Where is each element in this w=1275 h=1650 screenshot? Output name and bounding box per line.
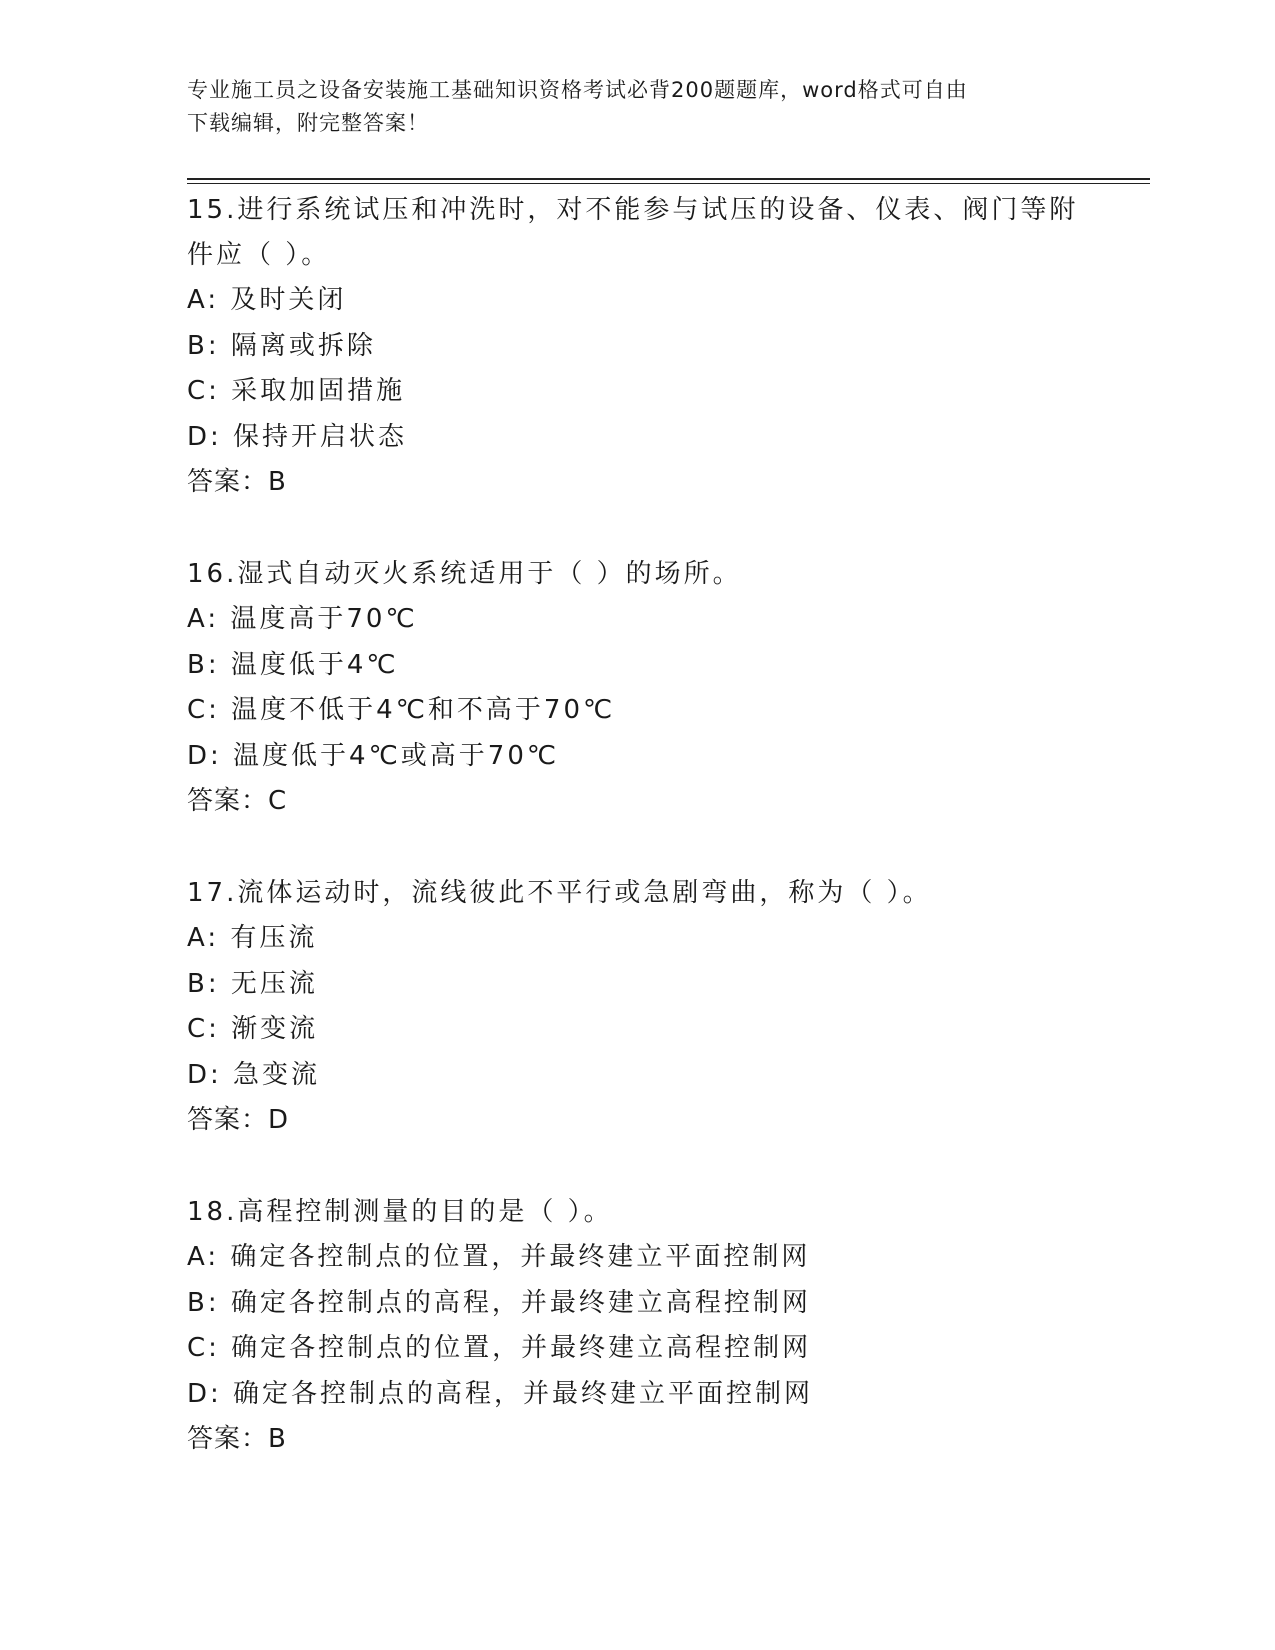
- option-d: D: 急变流: [187, 1059, 321, 1090]
- option-b: B: 隔离或拆除: [187, 330, 376, 361]
- question-stem: 17.流体运动时，流线彼此不平行或急剧弯曲，称为（ ）。: [187, 878, 932, 908]
- option-c: C: 温度不低于4℃和不高于70℃: [187, 695, 616, 725]
- answer: 答案：B: [187, 467, 287, 497]
- option-c: C: 采取加固措施: [187, 376, 406, 406]
- question-15: [187, 188, 1087, 506]
- question-stem: 16.湿式自动灭火系统适用于（ ）的场所。: [187, 559, 742, 589]
- question-18: [187, 1190, 1087, 1463]
- option-d: D: 温度低于4℃或高于70℃: [187, 740, 560, 771]
- option-d: D: 保持开启状态: [187, 421, 408, 452]
- header-divider-thick: [187, 178, 1150, 180]
- answer: 答案：C: [187, 786, 288, 816]
- answer: 答案：D: [187, 1105, 290, 1135]
- document-header: [187, 74, 1087, 140]
- option-b: B: 温度低于4℃: [187, 649, 399, 680]
- question-stem-continued: 件应（ ）。: [187, 240, 331, 270]
- option-a: A: 及时关闭: [187, 285, 347, 315]
- header-line-1: 专业施工员之设备安装施工基础知识资格考试必背200题题库，word格式可自由: [187, 78, 968, 102]
- answer: 答案：B: [187, 1424, 287, 1454]
- option-a: A: 有压流: [187, 923, 318, 953]
- option-c: C: 渐变流: [187, 1014, 319, 1044]
- option-d: D: 确定各控制点的高程，并最终建立平面控制网: [187, 1378, 814, 1409]
- question-stem: 15.进行系统试压和冲洗时，对不能参与试压的设备、仪表、阀门等附: [187, 195, 1079, 225]
- question-stem: 18.高程控制测量的目的是（ ）。: [187, 1197, 613, 1227]
- question-16: [187, 552, 1087, 825]
- header-divider-thin: [187, 183, 1150, 184]
- option-b: B: 无压流: [187, 968, 318, 999]
- header-line-2: 下载编辑，附完整答案！: [187, 111, 429, 135]
- question-17: [187, 871, 1087, 1144]
- option-b: B: 确定各控制点的高程，并最终建立高程控制网: [187, 1287, 811, 1318]
- option-a: A: 确定各控制点的位置，并最终建立平面控制网: [187, 1242, 811, 1272]
- option-a: A: 温度高于70℃: [187, 604, 418, 634]
- option-c: C: 确定各控制点的位置，并最终建立高程控制网: [187, 1333, 812, 1363]
